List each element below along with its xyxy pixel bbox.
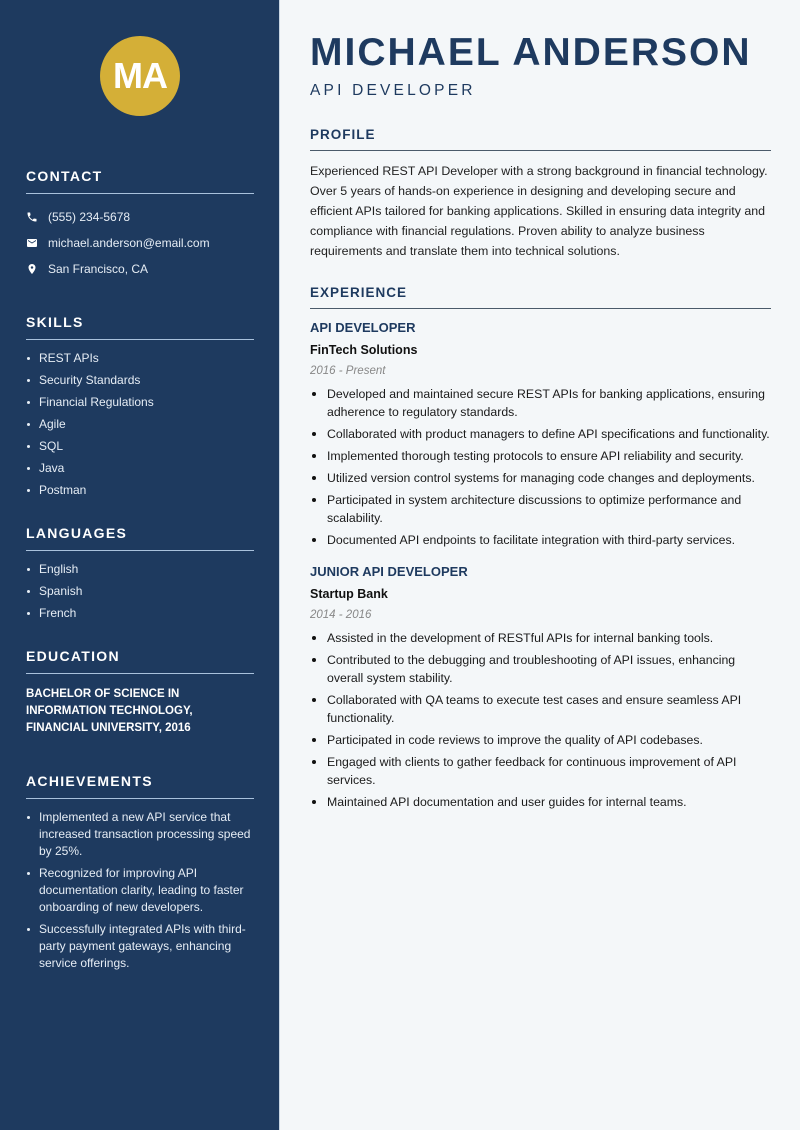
job-bullet: Contributed to the debugging and troubleshooting of API issues, enhancing overall system stability.	[310, 651, 771, 687]
achievements-section	[26, 773, 254, 972]
job-bullet: Implemented thorough testing protocols to ensure API reliability and security.	[310, 447, 771, 465]
contact-phone	[26, 204, 254, 230]
job-entry	[310, 563, 771, 811]
skill-item: Agile	[26, 416, 254, 433]
phone-icon	[26, 211, 48, 223]
experience-section	[310, 285, 771, 811]
education-degree: BACHELOR OF SCIENCE IN INFORMATION TECHNOLOGY, FINANCIAL UNIVERSITY, 2016	[26, 688, 193, 734]
job-bullet: Collaborated with product managers to define API specifications and functionality.	[310, 425, 771, 443]
achievements-list	[26, 809, 254, 972]
candidate-role: API DEVELOPER	[310, 82, 476, 99]
location-text: San Francisco, CA	[48, 262, 149, 276]
skill-item: REST APIs	[26, 350, 254, 367]
job-bullets	[310, 385, 771, 549]
languages-title: LANGUAGES	[26, 525, 254, 551]
skill-item: Java	[26, 460, 254, 477]
email-icon	[26, 237, 48, 249]
contact-section	[26, 168, 254, 282]
skills-title: SKILLS	[26, 314, 254, 340]
job-bullet: Engaged with clients to gather feedback for continuous improvement of API services.	[310, 753, 771, 789]
achievement-item: Recognized for improving API documentation clarity, leading to faster onboarding of new developers.	[26, 865, 254, 916]
skills-list	[26, 350, 254, 499]
achievements-title: ACHIEVEMENTS	[26, 773, 254, 799]
profile-title: PROFILE	[310, 127, 771, 151]
education-title: EDUCATION	[26, 648, 254, 674]
job-dates: 2016 - Present	[310, 365, 386, 377]
skill-item: Security Standards	[26, 372, 254, 389]
job-company: FinTech Solutions	[310, 343, 418, 357]
job-title: API DEVELOPER	[310, 320, 416, 335]
avatar	[100, 36, 180, 116]
language-item: French	[26, 605, 254, 622]
job-bullet: Participated in system architecture discussions to optimize performance and scalability.	[310, 491, 771, 527]
languages-section	[26, 525, 254, 622]
skill-item: SQL	[26, 438, 254, 455]
languages-list	[26, 561, 254, 622]
location-icon	[26, 263, 48, 275]
achievement-item: Successfully integrated APIs with third-party payment gateways, enhancing service offerings.	[26, 921, 254, 972]
job-bullet: Participated in code reviews to improve the quality of API codebases.	[310, 731, 771, 749]
job-entry	[310, 319, 771, 549]
skill-item: Financial Regulations	[26, 394, 254, 411]
sidebar	[0, 0, 280, 1130]
job-company: Startup Bank	[310, 587, 388, 601]
job-bullets	[310, 629, 771, 811]
language-item: English	[26, 561, 254, 578]
candidate-name: MICHAEL ANDERSON	[310, 31, 752, 74]
job-bullet: Assisted in the development of RESTful APIs for internal banking tools.	[310, 629, 771, 647]
contact-email	[26, 230, 254, 256]
job-title: JUNIOR API DEVELOPER	[310, 564, 468, 579]
email-text: michael.anderson@email.com	[48, 236, 210, 250]
job-bullet: Collaborated with QA teams to execute test cases and ensure seamless API functionality.	[310, 691, 771, 727]
profile-summary: Experienced REST API Developer with a strong background in financial technology. Over 5 years of hands-on experience in designing and developing secure and efficient APIs tailored for banking applications. Skilled in ensuring data integrity and compliance with financial regulations. Proven ability to analyze business requirements and translate them into technical solutions.	[310, 164, 768, 258]
job-bullet: Maintained API documentation and user guides for internal teams.	[310, 793, 771, 811]
avatar-initials: MA	[113, 55, 167, 96]
job-dates: 2014 - 2016	[310, 609, 372, 621]
job-bullet: Developed and maintained secure REST APIs for banking applications, ensuring adherence to regulatory standards.	[310, 385, 771, 421]
contact-title: CONTACT	[26, 168, 254, 194]
language-item: Spanish	[26, 583, 254, 600]
job-bullet: Documented API endpoints to facilitate integration with third-party services.	[310, 531, 771, 549]
skills-section	[26, 314, 254, 499]
experience-title: EXPERIENCE	[310, 285, 771, 309]
phone-text: (555) 234-5678	[48, 210, 131, 224]
skill-item: Postman	[26, 482, 254, 499]
achievement-item: Implemented a new API service that increased transaction processing speed by 25%.	[26, 809, 254, 860]
contact-location	[26, 256, 254, 282]
main-content	[280, 0, 800, 1130]
job-bullet: Utilized version control systems for managing code changes and deployments.	[310, 469, 771, 487]
education-section	[26, 648, 254, 737]
profile-section	[310, 127, 771, 261]
